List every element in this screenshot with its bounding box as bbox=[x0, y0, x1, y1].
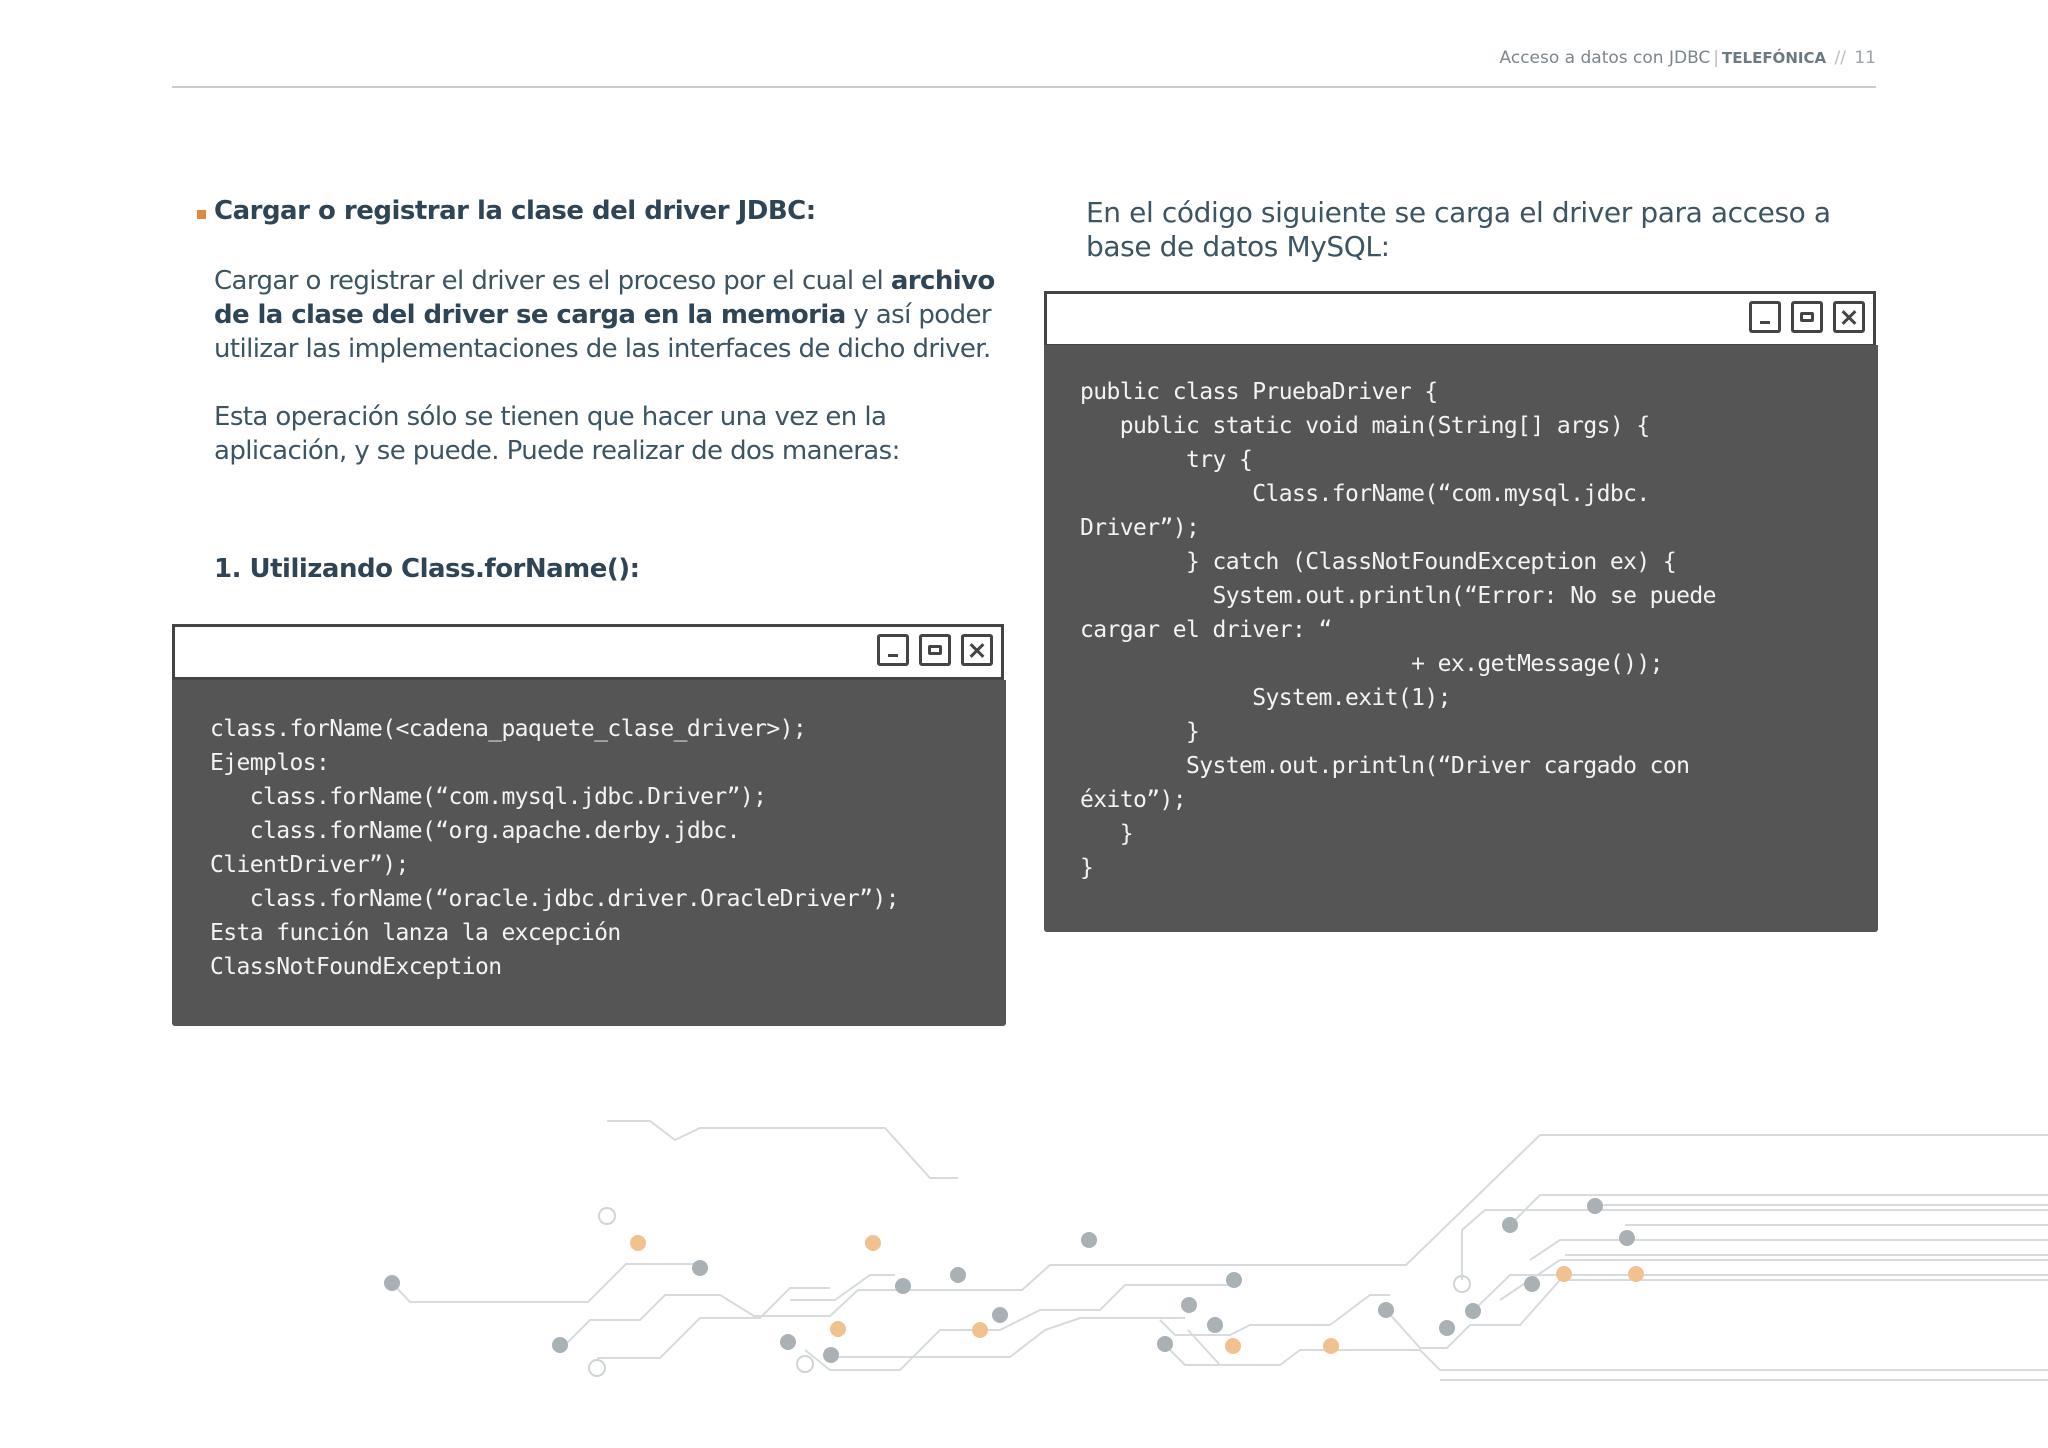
header-divider bbox=[172, 86, 1876, 88]
para1-text-2: y así poder utilizar las implementaciones de las interfaces de dicho driver. bbox=[214, 300, 991, 364]
bullet-marker bbox=[197, 210, 206, 219]
close-icon[interactable] bbox=[961, 634, 993, 666]
window-controls bbox=[877, 634, 993, 666]
circuit-decoration bbox=[0, 1120, 2048, 1420]
maximize-icon[interactable] bbox=[919, 634, 951, 666]
header-separator: | bbox=[1713, 48, 1720, 68]
page-header bbox=[1500, 48, 1876, 68]
close-icon[interactable] bbox=[1833, 301, 1865, 333]
left-column bbox=[214, 196, 1004, 584]
code-window-left bbox=[172, 624, 1006, 1026]
page-sep-mark: // bbox=[1834, 48, 1846, 68]
right-intro-text: En el código siguiente se carga el driver para acceso a base de datos MySQL: bbox=[1086, 196, 1831, 263]
doc-title: Acceso a datos con JDBC bbox=[1499, 48, 1711, 68]
company-name: TELEFÓNICA bbox=[1722, 49, 1827, 67]
paragraph-driver-load bbox=[214, 264, 1004, 366]
maximize-icon[interactable] bbox=[1791, 301, 1823, 333]
page-number: 11 bbox=[1854, 48, 1876, 68]
code-panel bbox=[172, 680, 1006, 1026]
paragraph-operation: Esta operación sólo se tienen que hacer una vez en la aplicación, y se puede. Puede realizar de dos maneras: bbox=[214, 402, 900, 466]
code-window-right bbox=[1044, 291, 1878, 932]
window-titlebar bbox=[172, 624, 1004, 680]
code-panel bbox=[1044, 345, 1878, 932]
minimize-icon[interactable] bbox=[1749, 301, 1781, 333]
window-controls bbox=[1749, 301, 1865, 333]
minimize-icon[interactable] bbox=[877, 634, 909, 666]
window-titlebar bbox=[1044, 291, 1876, 347]
section-heading: Cargar o registrar la clase del driver JDBC: bbox=[214, 196, 816, 226]
code-block-forname: class.forName(<cadena_paquete_clase_driver>); Ejemplos: class.forName(“com.mysql.jdbc.Driver”); class.forName(“org.apache.derby.jdbc. ClientDriver”); class.forName(“oracle.jdbc.driver.OracleDriver”); Esta función lanza la excepción ClassNotFoundException bbox=[210, 716, 899, 980]
para1-bold: archivo de la clase del driver se carga en la memoria bbox=[214, 266, 995, 330]
subheading-forname: 1. Utilizando Class.forName(): bbox=[214, 554, 640, 584]
code-block-prueba-driver: public class PruebaDriver { public static void main(String[] args) { try { Class.forName(“com.mysql.jdbc. Driver”); } catch (ClassNotFoundException ex) { System.out.println(“Error: No se puede cargar el driver: “ + ex.getMessage()); System.exit(1); } System.out.println(“Driver cargado con éxito”); } } bbox=[1080, 379, 1716, 881]
para1-text-1: Cargar o registrar el driver es el proceso por el cual el bbox=[214, 266, 891, 296]
